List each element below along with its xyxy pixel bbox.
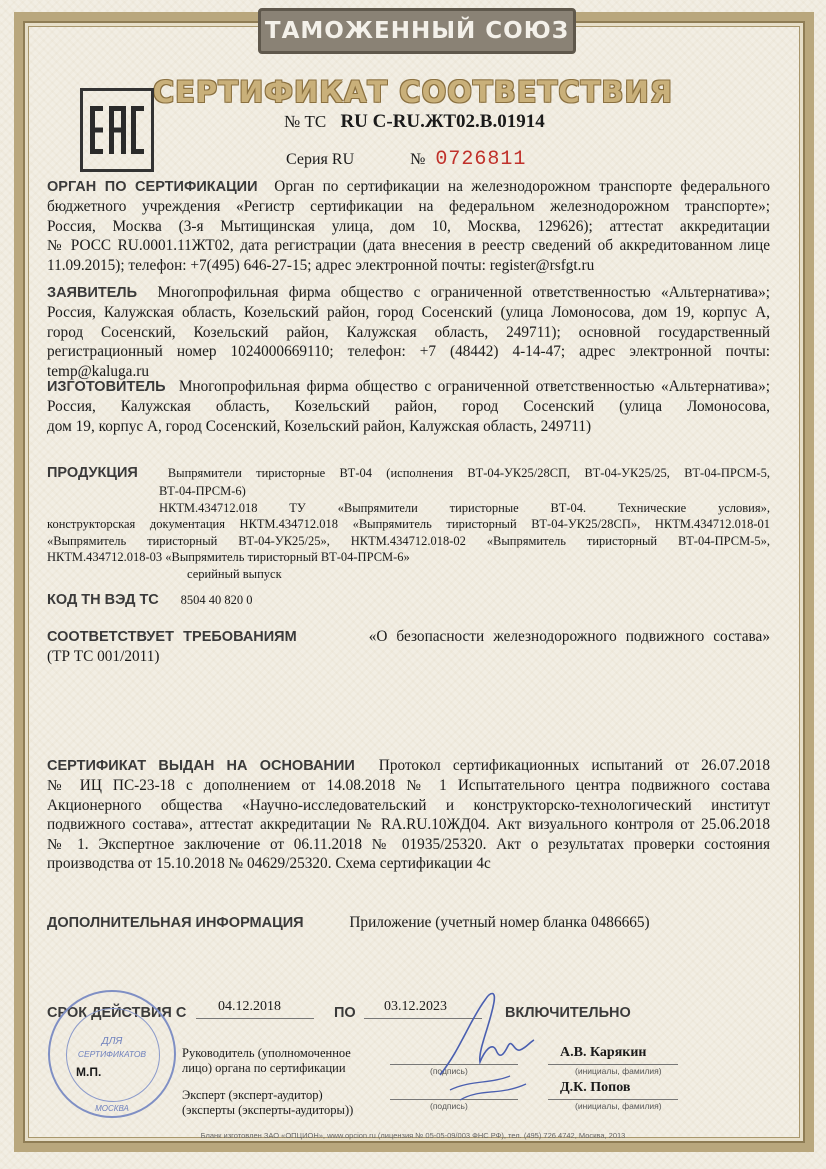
- product-section: [47, 463, 770, 582]
- organ-text: 11.09.2015); телефон: +7(495) 646-27-15; адрес электронной почты: register@rsfgt.ru: [47, 256, 595, 274]
- basis-text: Протокол сертификационных испытаний от 26.07.2018: [378, 757, 770, 774]
- validity-inclusive: ВКЛЮЧИТЕЛЬНО: [505, 1005, 631, 1021]
- organ-text: № РОСС RU.0001.11ЖТ02, дата регистрации (дата внесения в реестр сведений об аккредитованном лице: [47, 237, 770, 255]
- head-role: Руководитель (уполномоченное лицо) органа по сертификации: [182, 1046, 351, 1075]
- basis-text: производства от 15.10.2018 № 04629/25320. Схема сертификации 4с: [47, 855, 491, 873]
- validity-to-label: ПО: [334, 1005, 356, 1021]
- product-text: НКТМ.434712.018 ТУ «Выпрямители тиристорные ВТ-04. Технические условия»,: [159, 500, 770, 515]
- stamp-text: МОСКВА: [95, 1104, 129, 1113]
- organ-text: Орган по сертификации на железнодорожном транспорте федерального: [274, 178, 770, 195]
- expert-name: Д.К. Попов: [560, 1080, 631, 1095]
- sign-caption: (подпись): [430, 1066, 468, 1076]
- name-caption: (инициалы, фамилия): [575, 1101, 662, 1111]
- additional-value: Приложение (учетный номер бланка 0486665): [349, 914, 650, 931]
- requirements-label: СООТВЕТСТВУЕТ ТРЕБОВАНИЯМ: [47, 629, 297, 645]
- series-number: 0726811: [435, 148, 527, 171]
- product-text: «Выпрямитель тиристорный ВТ-04-УК25/25», НКТМ.434712.018-02 «Выпрямитель тиристорный ВТ-04-ПРСМ-5»,: [47, 533, 770, 548]
- manufacturer-text: Многопрофильная фирма общество с ограниченной ответственностью «Альтернатива»;: [178, 378, 770, 395]
- organ-section: [47, 177, 770, 275]
- sign-caption: (подпись): [430, 1101, 468, 1111]
- product-text: серийный выпуск: [187, 566, 282, 581]
- manufacturer-text: дом 19, корпус А, город Сосенский, Козельский район, Калужская область, 249711): [47, 417, 592, 435]
- signature-scribble: [430, 980, 540, 1110]
- applicant-text: Россия, Калужская область, Козельский район, город Сосенский (улица Ломоносова, дом 19, корпус А,: [47, 304, 770, 322]
- applicant-text: temp@kaluga.ru: [47, 362, 150, 380]
- mp-label: М.П.: [76, 1065, 102, 1079]
- additional-section: [47, 913, 770, 933]
- from-underline: [196, 1018, 314, 1019]
- applicant-text: Многопрофильная фирма общество с ограниченной ответственностью «Альтернатива»;: [157, 284, 770, 301]
- product-text: Выпрямители тиристорные ВТ-04 (исполнения ВТ-04-УК25/28СП, ВТ-04-УК25/25, ВТ-04-ПРСМ-5,: [167, 466, 770, 480]
- customs-union-banner: ТАМОЖЕННЫЙ СОЮЗ: [258, 8, 576, 54]
- basis-text: подвижного состава», аттестат аккредитации № RA.RU.10ЖД04. Акт визуального контроля от 25.06.2018: [47, 816, 770, 834]
- organ-text: бюджетного учреждения «Регистр сертификации на федеральном железнодорожном транспорте»;: [47, 198, 770, 216]
- stamp-text: ДЛЯ: [101, 1036, 123, 1047]
- code-section: [47, 590, 770, 610]
- requirements-text: «О безопасности железнодорожного подвижного состава»: [368, 628, 770, 645]
- expert-role: Эксперт (эксперт-аудитор) (эксперты (эксперты-аудиторы)): [182, 1088, 354, 1117]
- tc-number-line: [284, 111, 545, 133]
- product-text: конструкторская документация НКТМ.434712.018 «Выпрямитель тиристорный ВТ-04-УК25/28СП», НКТМ.434712.018-01: [47, 517, 770, 532]
- code-value: 8504 40 820 0: [180, 593, 253, 607]
- basis-label: СЕРТИФИКАТ ВЫДАН НА ОСНОВАНИИ: [47, 758, 355, 774]
- head-name-line: [548, 1064, 678, 1065]
- applicant-label: ЗАЯВИТЕЛЬ: [47, 285, 137, 301]
- applicant-section: [47, 283, 770, 381]
- product-label: ПРОДУКЦИЯ: [47, 465, 138, 481]
- series-label: Серия RU: [286, 151, 355, 168]
- series-line: [286, 148, 526, 171]
- requirements-section: [47, 627, 770, 667]
- head-name: А.В. Карякин: [560, 1045, 647, 1060]
- eac-logo: [80, 88, 154, 172]
- code-label: КОД ТН ВЭД ТС: [47, 592, 159, 608]
- requirements-text: (ТР ТС 001/2011): [47, 648, 160, 666]
- manufacturer-text: Россия, Калужская область, Козельский район, город Сосенский (улица Ломоносова,: [47, 398, 770, 416]
- validity-from-date: 04.12.2018: [218, 999, 281, 1014]
- form-footer: Бланк изготовлен ЗАО «ОПЦИОН», www.opcion.ru (лицензия № 05-05-09/003 ФНС РФ), тел. (495) 726 4742, Москва, 2013: [200, 1131, 626, 1140]
- stamp-text: СЕРТИФИКАТОВ: [77, 1049, 147, 1059]
- additional-label: ДОПОЛНИТЕЛЬНАЯ ИНФОРМАЦИЯ: [47, 915, 304, 931]
- validity-from-label: СРОК ДЕЙСТВИЯ С: [47, 1005, 187, 1021]
- organ-label: ОРГАН ПО СЕРТИФИКАЦИИ: [47, 179, 258, 195]
- manufacturer-section: [47, 377, 770, 436]
- tc-number: RU C-RU.ЖТ02.В.01914: [340, 111, 545, 132]
- basis-text: № 1. Экспертное заключение от 06.11.2018 № 01935/25320. Акт о результатах проверки состояния: [47, 835, 770, 853]
- applicant-text: город Сосенский, Козельский район, Калужская область, 249711); основной государственный: [47, 323, 770, 341]
- seal-stamp: [48, 990, 176, 1118]
- manufacturer-label: ИЗГОТОВИТЕЛЬ: [47, 379, 166, 395]
- product-text: ВТ-04-ПРСМ-6): [159, 484, 246, 499]
- basis-text: Акционерного общества «Научно-исследовательский и конструкторско-технологический институт: [47, 796, 770, 814]
- organ-text: Россия, Москва (3-я Мытищинская улица, дом 10, Москва, 129626); аттестат аккредитации: [47, 217, 770, 235]
- name-caption: (инициалы, фамилия): [575, 1066, 662, 1076]
- basis-section: [47, 756, 770, 873]
- product-text: НКТМ.434712.018-03 «Выпрямитель тиристорный ВТ-04-ПРСМ-6»: [47, 550, 410, 565]
- basis-text: № ИЦ ПС-23-18 с дополнением от 14.08.2018 № 1 Испытательного центра подвижного состава: [47, 777, 770, 795]
- expert-name-line: [548, 1099, 678, 1100]
- certificate-title: СЕРТИФИКАТ СООТВЕТСТВИЯ: [152, 75, 674, 109]
- number-sign: №: [410, 151, 426, 168]
- validity-to-date: 03.12.2023: [384, 999, 447, 1014]
- tc-label: № ТС: [284, 112, 327, 131]
- applicant-text: регистрационный номер 1024000669110; телефон: +7 (48442) 4-14-47; адрес электронной почты:: [47, 343, 770, 361]
